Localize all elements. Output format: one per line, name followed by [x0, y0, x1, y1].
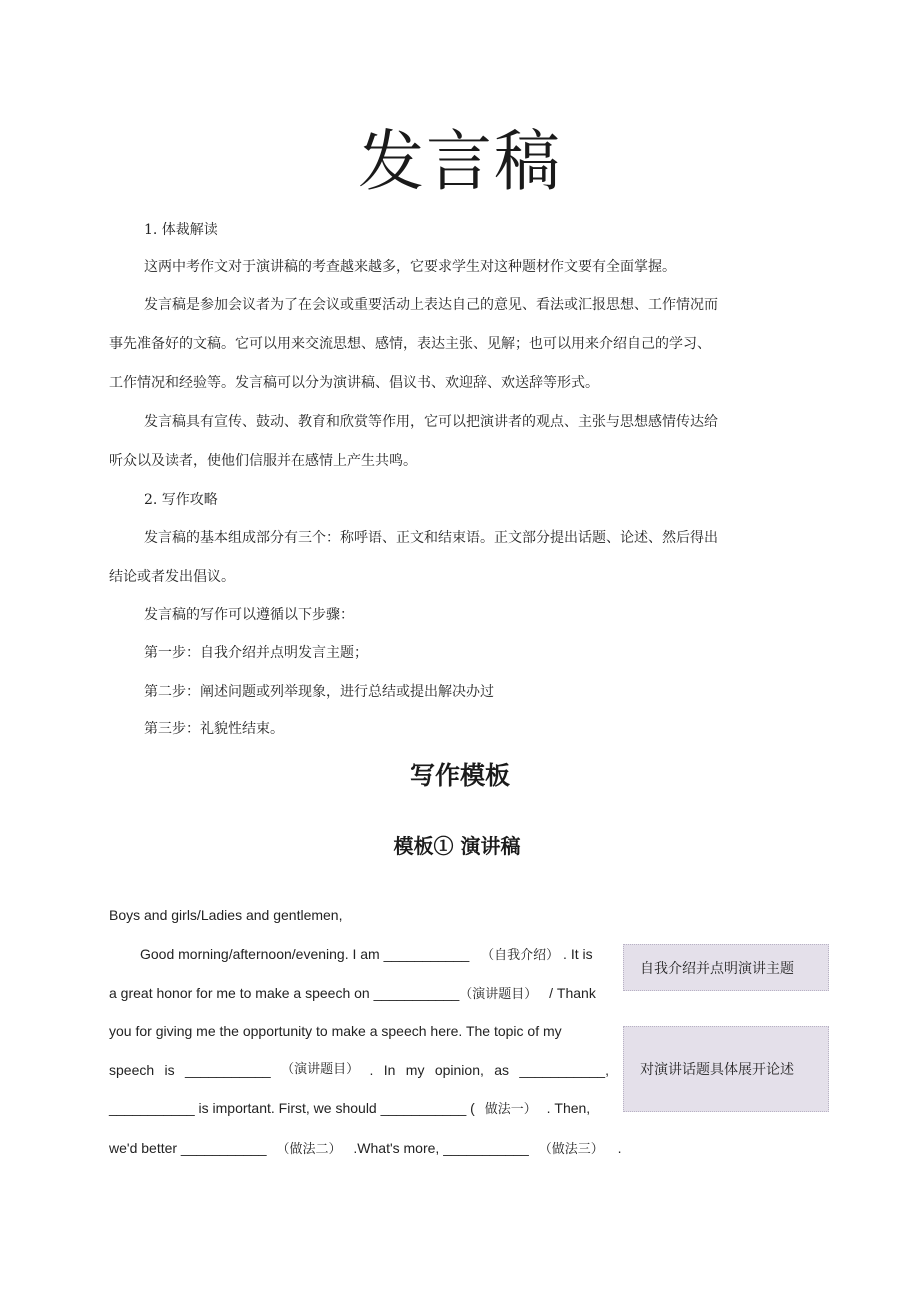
- speech-line6-d: （做法三）: [538, 1142, 604, 1157]
- margin-note-intro: [623, 944, 829, 991]
- speech-line6-e: .: [617, 1140, 622, 1156]
- section1-para3-line2: 听众以及读者，使他们信服并在感情上产生共鸣。: [109, 453, 417, 469]
- speech-line2-a: a great honor for me to make a speech on ___________: [109, 985, 460, 1001]
- margin-note-discussion: [623, 1026, 829, 1112]
- speech-line6-b: （做法二）: [276, 1142, 342, 1157]
- speech-line4-w1: speech: [109, 1062, 155, 1078]
- step-2: 第二步：阐述问题或列举现象，进行总结或提出解决办过: [144, 684, 494, 700]
- speech-line6: [109, 1138, 622, 1160]
- speech-greeting: Boys and girls/Ladies and gentlemen,: [109, 907, 343, 923]
- speech-line5-b: 做法一）: [484, 1102, 537, 1117]
- speech-line1-c: . It is: [563, 946, 593, 962]
- speech-line4-w6: In: [383, 1062, 396, 1078]
- speech-line4-w8: opinion,: [434, 1062, 484, 1078]
- section2-intro: 发言稿的写作可以遵循以下步骤：: [144, 607, 354, 623]
- step-3: 第三步：礼貌性结束。: [144, 721, 284, 737]
- speech-line2-c: / Thank: [549, 985, 596, 1001]
- section2-heading: 2. 写作攻略: [144, 492, 218, 508]
- page-title: 发言稿: [358, 123, 562, 200]
- speech-line1: [140, 944, 593, 966]
- speech-line3: you for giving me the opportunity to make a speech here. The topic of my: [109, 1023, 562, 1039]
- section2-para1-line1: 发言稿的基本组成部分有三个：称呼语、正文和结束语。正文部分提出话题、论述、然后得出: [144, 530, 718, 546]
- speech-line2-b: （演讲题目）: [459, 987, 538, 1002]
- speech-line1-b: （自我介绍）: [481, 948, 560, 963]
- speech-line4-w7: my: [405, 1062, 425, 1078]
- template1-heading: 模板① 演讲稿: [393, 834, 521, 858]
- speech-line4-w3: ___________: [185, 1062, 271, 1078]
- section2-para1-line2: 结论或者发出倡议。: [109, 569, 235, 585]
- speech-line4-w5: .: [369, 1062, 374, 1078]
- margin-note-intro-text: 自我介绍并点明演讲主题: [640, 960, 794, 977]
- speech-line4-w4: （演讲题目）: [281, 1062, 360, 1077]
- step-1: 第一步：自我介绍并点明发言主题；: [144, 645, 368, 661]
- speech-line4: [109, 1060, 609, 1080]
- margin-note-discussion-text: 对演讲话题具体展开论述: [640, 1062, 794, 1078]
- speech-line4-w10: ___________,: [519, 1062, 609, 1078]
- speech-line5-a: ___________ is important. First, we should ___________ (: [109, 1100, 475, 1116]
- section1-para1: 这两中考作文对于演讲稿的考查越来越多，它要求学生对这种题材作文要有全面掌握。: [144, 259, 676, 275]
- template-heading: 写作模板: [409, 761, 510, 790]
- speech-line4-w2: is: [164, 1062, 175, 1078]
- section1-heading: 1. 体裁解读: [144, 222, 218, 238]
- speech-line1-a: Good morning/afternoon/evening. I am ___________: [140, 946, 470, 962]
- section1-para2-line2: 事先准备好的文稿。它可以用来交流思想、感情，表达主张、见解；也可以用来介绍自己的学习、: [109, 336, 711, 352]
- speech-line2: [109, 983, 596, 1005]
- speech-line6-c: .What's more, ___________: [353, 1140, 529, 1156]
- speech-line5: [109, 1098, 590, 1120]
- speech-line5-c: . Then,: [546, 1100, 591, 1116]
- section1-para2-line1: 发言稿是参加会议者为了在会议或重要活动上表达自己的意见、看法或汇报思想、工作情况而: [144, 297, 718, 313]
- speech-line6-a: we'd better ___________: [109, 1140, 267, 1156]
- section1-para2-line3: 工作情况和经验等。发言稿可以分为演讲稿、倡议书、欢迎辞、欢送辞等形式。: [109, 375, 599, 391]
- section1-para3-line1: 发言稿具有宣传、鼓动、教育和欣赏等作用，它可以把演讲者的观点、主张与思想感情传达给: [144, 414, 718, 430]
- speech-line4-w9: as: [494, 1062, 510, 1078]
